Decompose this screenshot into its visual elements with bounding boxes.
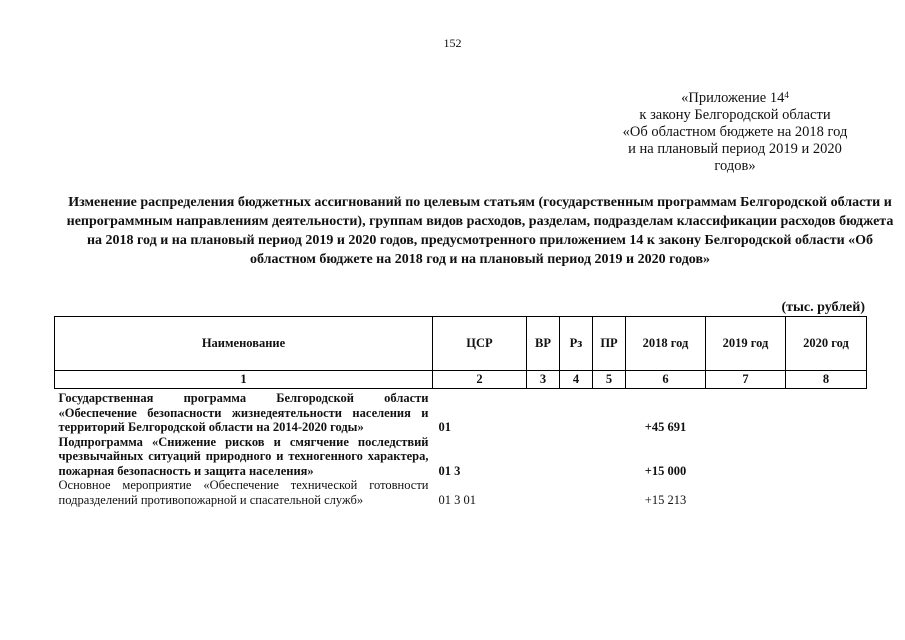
- row-2019: [706, 389, 786, 435]
- header-pr: ПР: [593, 317, 626, 371]
- row-2018: +15 000: [644, 463, 687, 478]
- table-header-row: [55, 317, 867, 371]
- row-rz: [560, 478, 593, 507]
- row-csr: 01 3: [438, 463, 461, 478]
- appendix-superscript: 4: [784, 90, 789, 100]
- appendix-line-3: «Об областном бюджете на 2018 год: [622, 124, 848, 140]
- appendix-line-5: годов»: [714, 158, 756, 174]
- row-vr: [527, 435, 560, 479]
- row-2020: [786, 478, 867, 507]
- column-number: 2: [433, 371, 527, 389]
- row-2019: [706, 435, 786, 479]
- column-number: 5: [593, 371, 626, 389]
- header-2020: 2020 год: [786, 317, 867, 371]
- row-name: Основное мероприятие «Обеспечение технической готовности подразделений противопожарной и спасательной служб»: [58, 478, 429, 507]
- header-2019: 2019 год: [706, 317, 786, 371]
- column-number: 7: [706, 371, 786, 389]
- appendix-line-1: [560, 90, 905, 107]
- column-number: 8: [786, 371, 867, 389]
- header-name: Наименование: [55, 317, 433, 371]
- budget-table: [54, 316, 867, 507]
- appendix-line-2: к закону Белгородской области: [639, 107, 831, 123]
- row-rz: [560, 435, 593, 479]
- table-row: [55, 478, 867, 507]
- row-2020: [786, 435, 867, 479]
- units-label: (тыс. рублей): [781, 300, 865, 315]
- header-2018: 2018 год: [626, 317, 706, 371]
- row-2020: [786, 389, 867, 435]
- row-name: Подпрограмма «Снижение рисков и смягчение последствий чрезвычайных ситуаций природного и техногенного характера, пожарная безопасность и защита населения»: [58, 434, 429, 478]
- row-2019: [706, 478, 786, 507]
- row-pr: [593, 478, 626, 507]
- row-2018: +15 213: [644, 492, 687, 507]
- header-csr: ЦСР: [433, 317, 527, 371]
- document-title: Изменение распределения бюджетных ассигнований по целевым статьям (государственным программам Белгородской области и непрограммным направлениям деятельности), группам видов расходов, разделам, подразделам классификации расходов бюджета на 2018 год и на плановый период 2019 и 2020 годов, предусмотренного приложением 14 к закону Белгородской области «Об областном бюджете на 2018 год и на плановый период 2019 и 2020 годов»: [66, 195, 894, 267]
- column-number: 1: [55, 371, 433, 389]
- row-pr: [593, 389, 626, 435]
- row-csr: 01: [438, 420, 451, 434]
- row-2018: +45 691: [644, 420, 687, 434]
- row-vr: [527, 389, 560, 435]
- appendix-line-1-text: «Приложение 14: [681, 90, 785, 106]
- column-number: 4: [560, 371, 593, 389]
- column-number: 3: [527, 371, 560, 389]
- row-rz: [560, 389, 593, 435]
- appendix-reference: [560, 90, 905, 175]
- column-number-row: [55, 371, 867, 389]
- row-pr: [593, 435, 626, 479]
- row-csr: 01 3 01: [438, 492, 476, 507]
- table-row: [55, 435, 867, 479]
- row-name: Государственная программа Белгородской области «Обеспечение безопасности жизнедеятельности населения и территорий Белгородской области на 2014-2020 годы»: [58, 391, 429, 434]
- page-number: 152: [443, 36, 462, 50]
- header-rz: Рз: [560, 317, 593, 371]
- row-vr: [527, 478, 560, 507]
- table-row: [55, 389, 867, 435]
- header-vr: ВР: [527, 317, 560, 371]
- appendix-line-4: и на плановый период 2019 и 2020: [628, 141, 842, 157]
- column-number: 6: [626, 371, 706, 389]
